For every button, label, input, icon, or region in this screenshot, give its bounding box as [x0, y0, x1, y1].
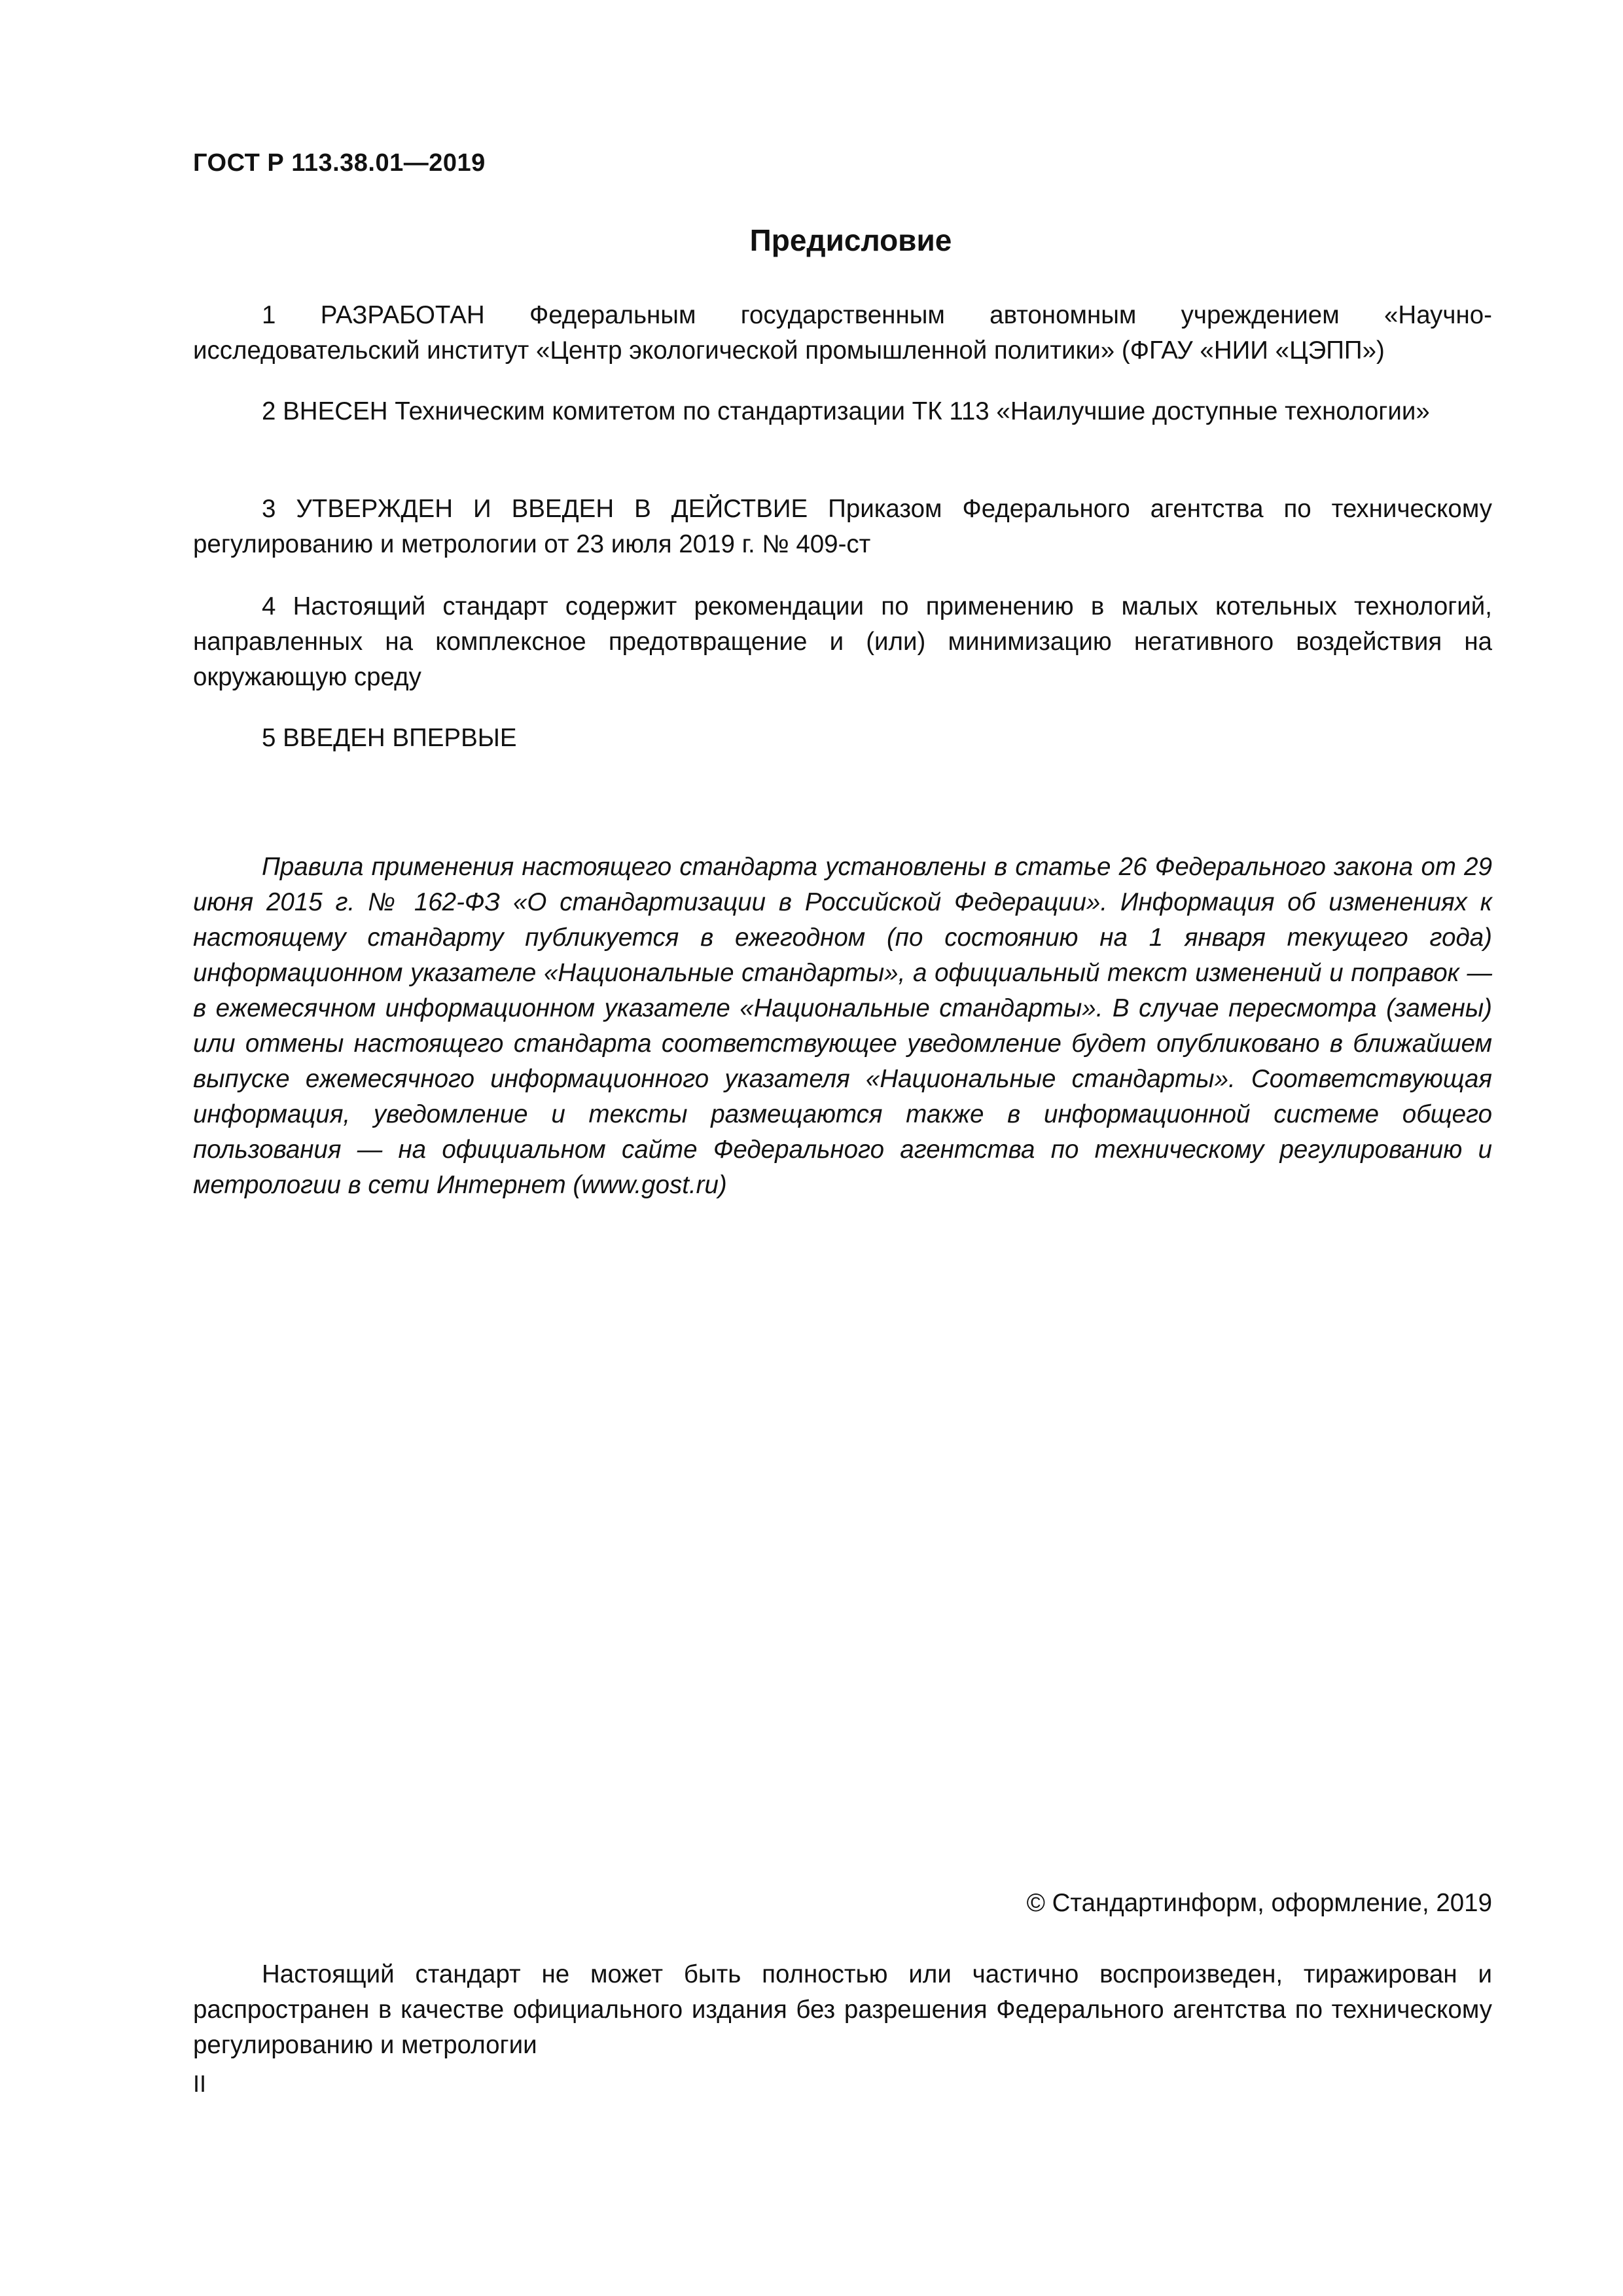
- paragraph-approved: 3 УТВЕРЖДЕН И ВВЕДЕН В ДЕЙСТВИЕ Приказом Федерального агентства по техническому регулированию и метрологии от 23 июля 2019 г. № 409-ст: [193, 495, 1492, 558]
- application-rules-note: Правила применения настоящего стандарта установлены в статье 26 Федерального закона от 29 июня 2015 г. № 162-ФЗ «О стандартизации в Российской Федерации». Информация об изменениях к настоящему стандарту публикуется в ежегодном (по состоянию на 1 января текущего года) информационном указателе «Национальные стандарты», а официальный текст изменений и поправок — в ежемесячном информационном указателе «Национальные стандарты». В случае пересмотра (замены) или отмены настоящего стандарта соответствующее уведомление будет опубликовано в ближайшем выпуске ежемесячного информационного указателя «Национальные стандарты». Соответствующая информация, уведомление и тексты размещаются также в информационной системе общего пользования — на официальном сайте Федерального агентства по техническому регулированию и метрологии в сети Интернет (www.gost.ru): [193, 853, 1492, 1199]
- paragraph-developed-by: 1 РАЗРАБОТАН Федеральным государственным автономным учреждением «Научно-исследовательский институт «Центр экологической промышленной политики» (ФГАУ «НИИ «ЦЭПП»): [193, 301, 1492, 365]
- section-title: Предисловие: [749, 223, 952, 257]
- paragraph-scope: 4 Настоящий стандарт содержит рекомендации по применению в малых котельных технологий, направленных на комплексное предотвращение и (или) минимизацию негативного воздействия на окружающую среду: [193, 592, 1492, 691]
- document-code-header: ГОСТ Р 113.38.01—2019: [193, 149, 486, 177]
- paragraph-introduced-by: 2 ВНЕСЕН Техническим комитетом по стандартизации ТК 113 «Наилучшие доступные технологии»: [262, 397, 1430, 425]
- reproduction-notice: Настоящий стандарт не может быть полностью или частично воспроизведен, тиражирован и распространен в качестве официального издания без разрешения Федерального агентства по техническому регулированию и метрологии: [193, 1960, 1492, 2059]
- copyright-line: © Стандартинформ, оформление, 2019: [1026, 1889, 1492, 1917]
- paragraph-first-introduced: 5 ВВЕДЕН ВПЕРВЫЕ: [262, 724, 517, 752]
- page-number: II: [193, 2070, 207, 2097]
